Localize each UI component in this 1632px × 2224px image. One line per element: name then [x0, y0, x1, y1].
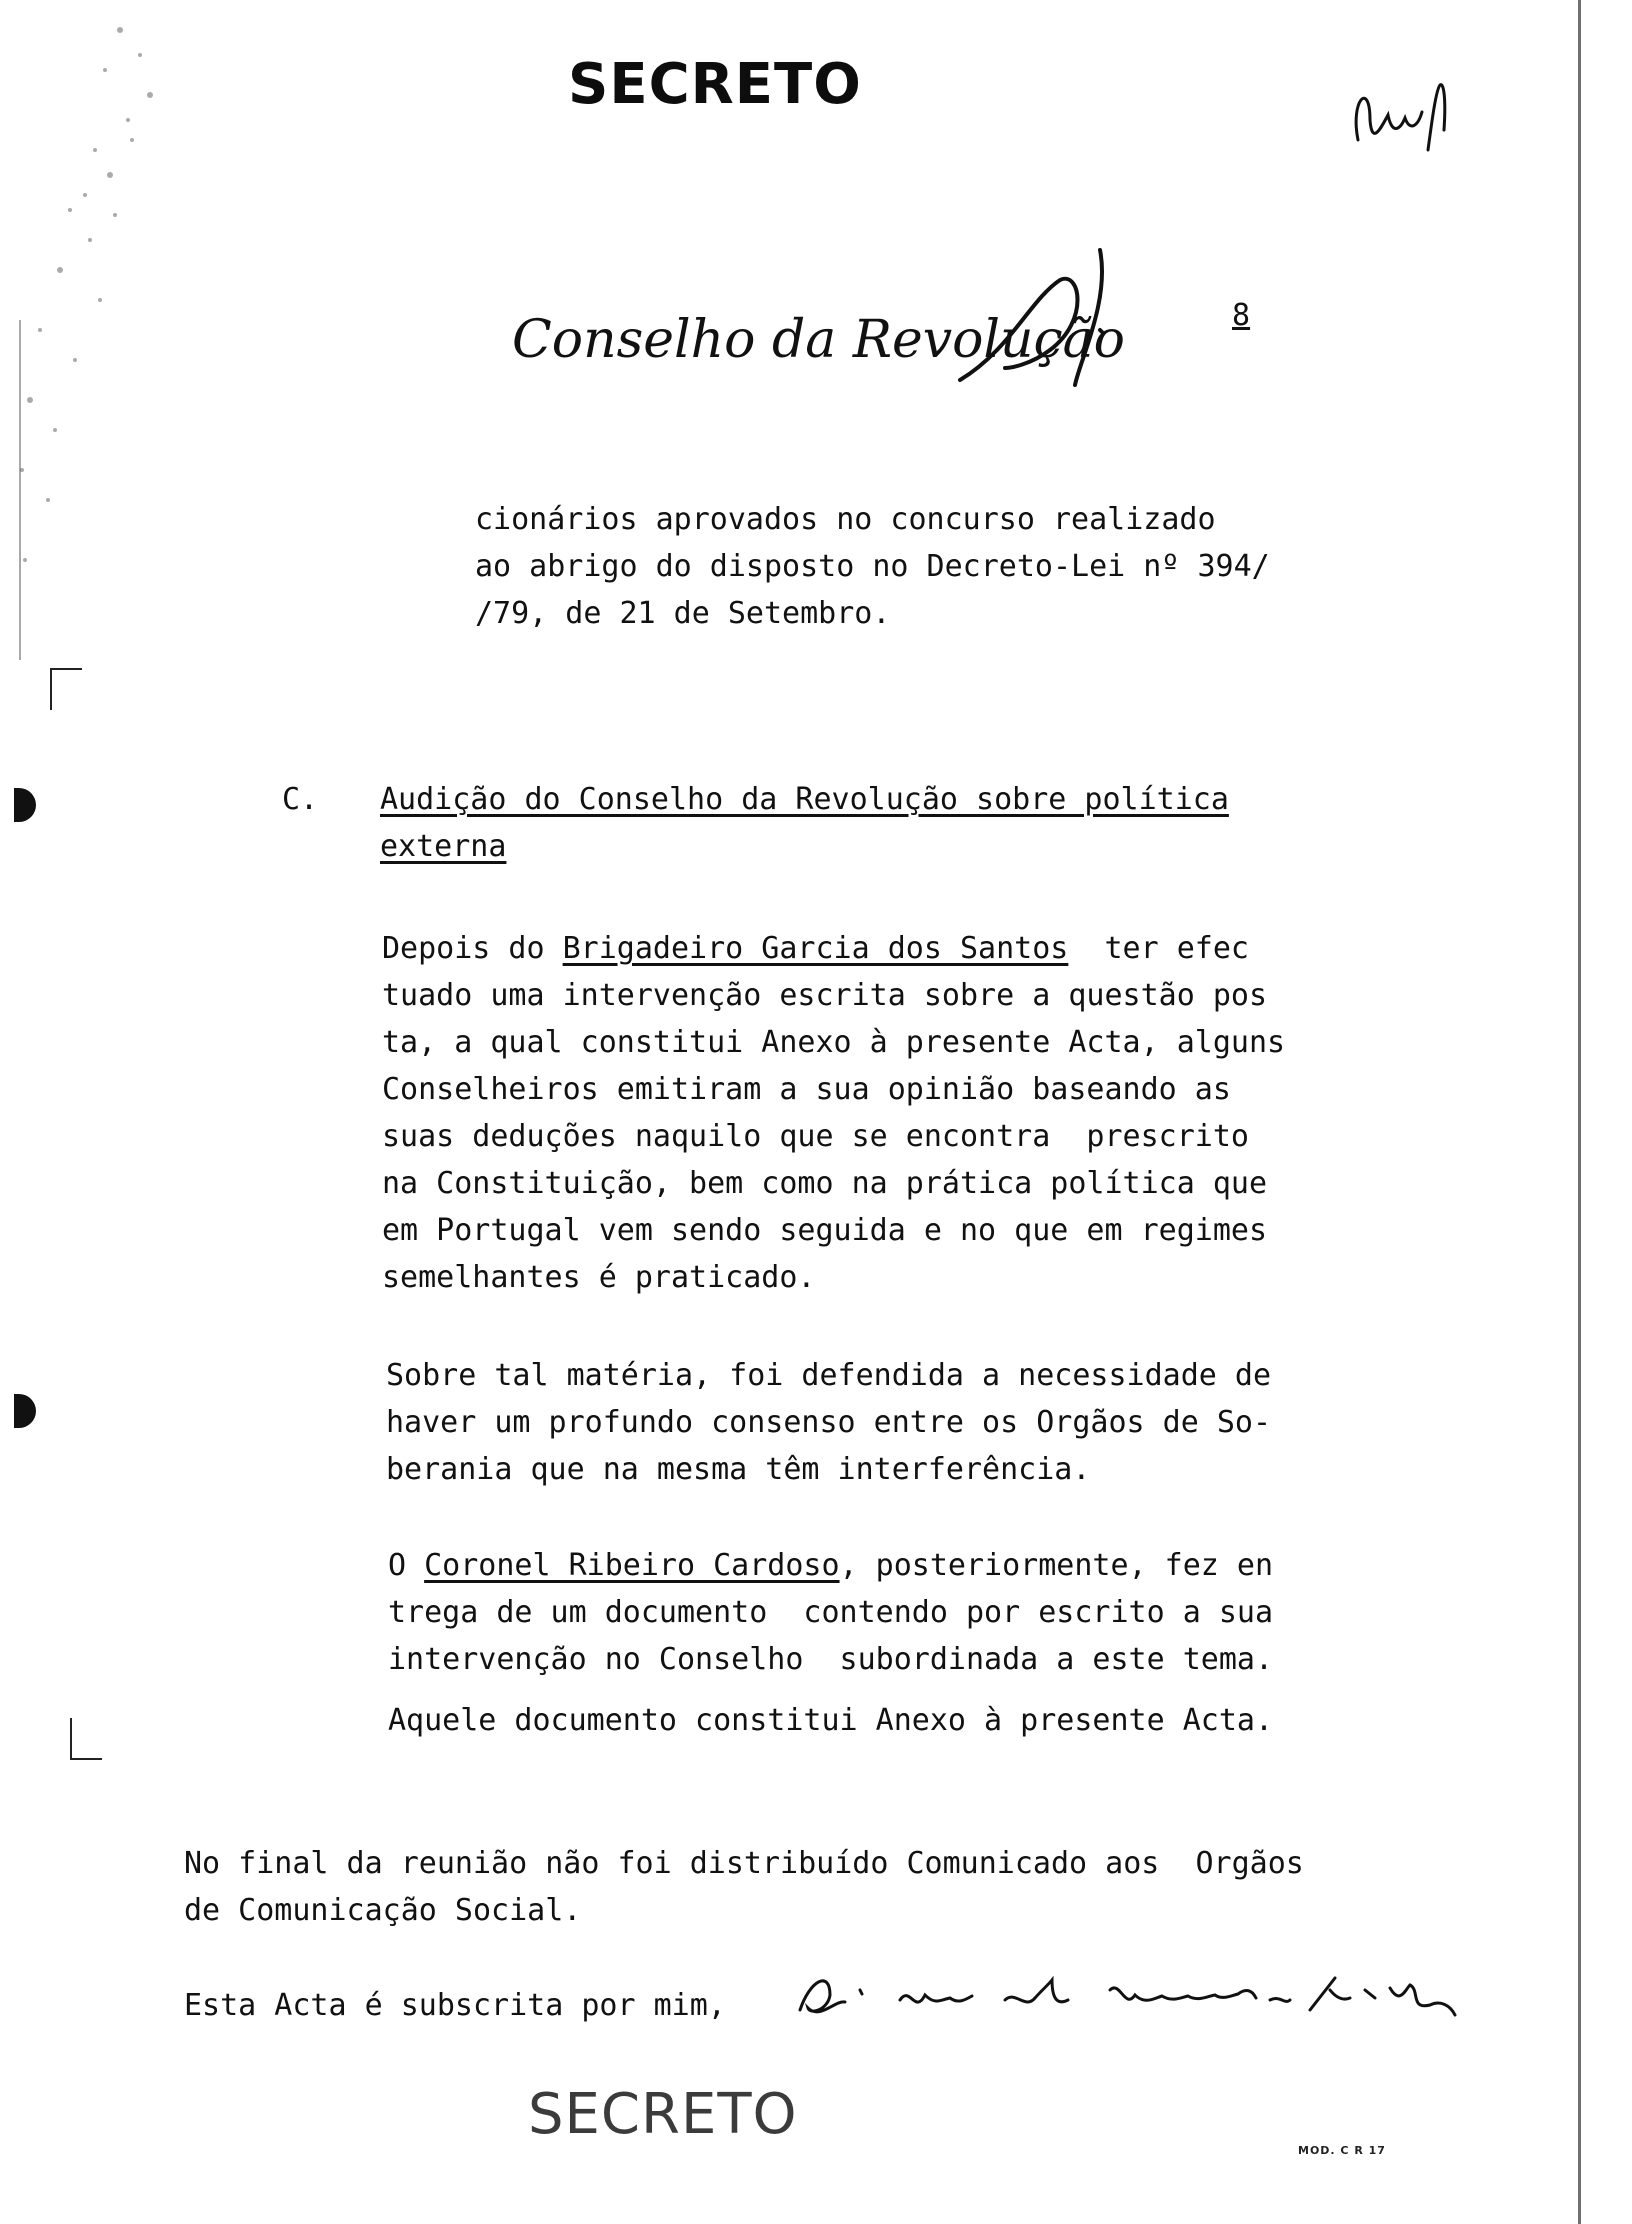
person-name: Coronel Ribeiro Cardoso [424, 1548, 840, 1583]
page-number: 8 [1232, 298, 1251, 333]
form-code: MOD. C R 17 [1298, 2144, 1386, 2157]
handwritten-signature [790, 1960, 1470, 2040]
paragraph-2-line-2: haver um profundo consenso entre os Orgãos de So- [386, 1405, 1272, 1440]
scan-corner-bottom [70, 1718, 102, 1760]
punch-hole-mark-bottom [14, 1394, 36, 1428]
paragraph-3-line-4: Aquele documento constitui Anexo à presente Acta. [388, 1703, 1274, 1738]
text-run: , posteriormente, fez en [839, 1548, 1274, 1583]
paragraph-3-line-1 [388, 1542, 1273, 1589]
closing-line-2: de Comunicação Social. [184, 1893, 582, 1928]
section-heading-line-2: externa [380, 829, 507, 864]
section-heading-line-1: Audição do Conselho da Revolução sobre política [380, 782, 1229, 817]
section-letter: C. [282, 782, 319, 817]
paragraph-1-line-4: Conselheiros emitiram a sua opinião baseando as [382, 1072, 1231, 1107]
paragraph-1-line-6: na Constituição, bem como na prática política que [382, 1166, 1268, 1201]
paragraph-3-line-3: intervenção no Conselho subordinada a este tema. [388, 1642, 1274, 1677]
paragraph-3-line-2: trega de um documento contendo por escrito a sua [388, 1595, 1274, 1630]
paragraph-1-line-5: suas deduções naquilo que se encontra prescrito [382, 1119, 1249, 1154]
handwritten-rubric [950, 240, 1150, 400]
intro-line-1: cionários aprovados no concurso realizado [475, 502, 1216, 537]
letterhead: Conselho da Revolução [512, 310, 1125, 370]
closing-line-1: No final da reunião não foi distribuído Comunicado aos Orgãos [184, 1846, 1304, 1881]
text-run: Depois do [382, 931, 563, 966]
signature-lead: Esta Acta é subscrita por mim, [184, 1988, 726, 2023]
paragraph-1-line-8: semelhantes é praticado. [382, 1260, 816, 1295]
person-name: Brigadeiro Garcia dos Santos [562, 931, 1069, 966]
paragraph-2-line-1: Sobre tal matéria, foi defendida a necessidade de [386, 1358, 1272, 1393]
paragraph-1-line-2: tuado uma intervenção escrita sobre a questão pos [382, 978, 1268, 1013]
handwritten-initials-top-right [1340, 60, 1460, 170]
scan-noise-left [0, 0, 180, 700]
intro-line-2: ao abrigo do disposto no Decreto-Lei nº 394/ [475, 549, 1270, 584]
paragraph-2-line-3: berania que na mesma têm interferência. [386, 1452, 1091, 1487]
scan-corner-top [50, 668, 82, 710]
text-run: O [388, 1548, 425, 1583]
text-run: ter efec [1068, 931, 1249, 966]
intro-line-3: /79, de 21 de Setembro. [475, 596, 891, 631]
scan-edge-right [1578, 0, 1581, 2224]
classification-stamp-bottom: SECRETO [528, 2082, 798, 2147]
punch-hole-mark-top [14, 788, 36, 822]
classification-stamp-top: SECRETO [568, 52, 862, 117]
paragraph-1-line-7: em Portugal vem sendo seguida e no que em regimes [382, 1213, 1268, 1248]
paragraph-1-line-1 [382, 925, 1249, 972]
paragraph-1-line-3: ta, a qual constitui Anexo à presente Acta, alguns [382, 1025, 1286, 1060]
